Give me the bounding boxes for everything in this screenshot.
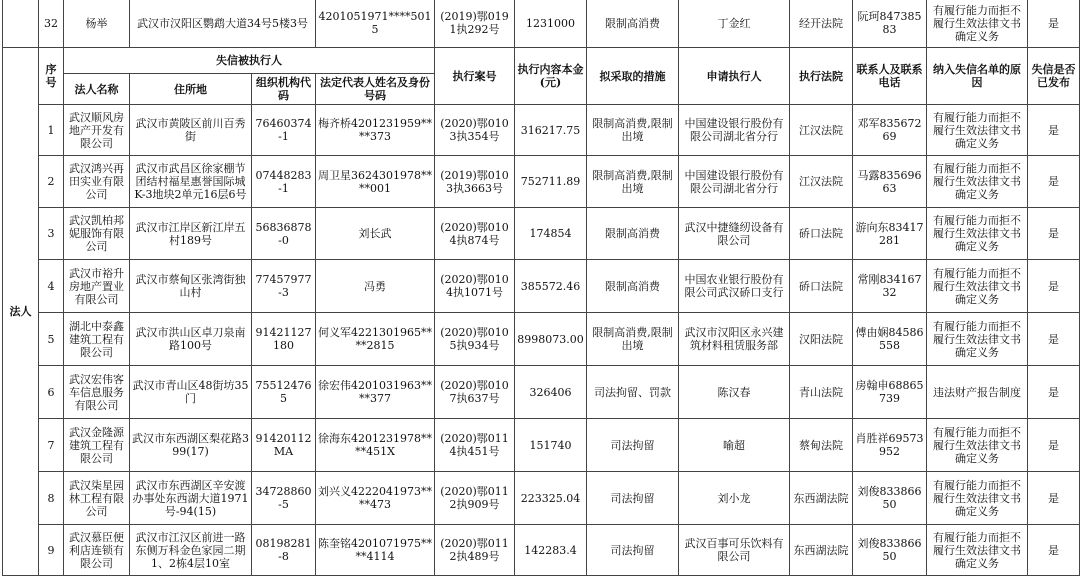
cell-address: 武汉市黄陂区前川百秀街 <box>130 105 252 156</box>
cell-address: 武汉市江汉区前进一路东侧万科金色家园二期1、2栋4层10室 <box>130 525 252 576</box>
cell-reason: 有履行能力而拒不履行生效法律文书确定义务 <box>927 105 1028 156</box>
cell-reason: 有履行能力而拒不履行生效法律文书确定义务 <box>927 0 1028 48</box>
cell-court: 蔡甸法院 <box>790 419 853 472</box>
cell-reason: 有履行能力而拒不履行生效法律文书确定义务 <box>927 208 1028 260</box>
cell-contact: 马露83569663 <box>853 156 927 208</box>
cell-principal: 326406 <box>515 366 587 419</box>
cell-address: 武汉市汉阳区鹦鹉大道34号5楼3号 <box>130 0 316 48</box>
table-row <box>3 260 1080 313</box>
cell-no: 1 <box>39 105 64 156</box>
cell-publish: 是 <box>1028 419 1080 472</box>
cell-case-no: (2020)鄂0104执874号 <box>435 208 515 260</box>
table-row-previous <box>3 0 1080 48</box>
cell-principal: 1231000 <box>515 0 587 48</box>
cell-name: 武汉宏伟客车信息服务有限公司 <box>64 366 130 419</box>
cell-applicant: 喻超 <box>679 419 790 472</box>
cell-contact: 邓军83567269 <box>853 105 927 156</box>
cell-no: 9 <box>39 525 64 576</box>
cell-reason: 有履行能力而拒不履行生效法律文书确定义务 <box>927 156 1028 208</box>
cell-principal: 142283.4 <box>515 525 587 576</box>
cell-address: 武汉市东西湖区梨花路399(17) <box>130 419 252 472</box>
cell-no: 7 <box>39 419 64 472</box>
cell-contact: 房翰申68865739 <box>853 366 927 419</box>
cell-applicant: 中国建设银行股份有限公司湖北省分行 <box>679 156 790 208</box>
cell-principal: 174854 <box>515 208 587 260</box>
cell-measures: 司法拘留 <box>587 472 679 525</box>
category-cell: 法人 <box>3 48 39 576</box>
cell-principal: 223325.04 <box>515 472 587 525</box>
table-row <box>3 105 1080 156</box>
cell-case-no: (2020)鄂0105执934号 <box>435 313 515 366</box>
cell-reason: 有履行能力而拒不履行生效法律文书确定义务 <box>927 525 1028 576</box>
cell-no: 32 <box>39 0 64 48</box>
cell-publish: 是 <box>1028 208 1080 260</box>
cell-measures: 限制高消费 <box>587 0 679 48</box>
cell-court: 硚口法院 <box>790 260 853 313</box>
cell-principal: 316217.75 <box>515 105 587 156</box>
cell-court: 江汉法院 <box>790 105 853 156</box>
cell-reason: 有履行能力而拒不履行生效法律文书确定义务 <box>927 260 1028 313</box>
cell-court: 东西湖法院 <box>790 525 853 576</box>
cell-case-no: (2020)鄂0112执909号 <box>435 472 515 525</box>
cell-publish: 是 <box>1028 105 1080 156</box>
cell-reason: 有履行能力而拒不履行生效法律文书确定义务 <box>927 313 1028 366</box>
cell-reason: 违法财产报告制度 <box>927 366 1028 419</box>
cell-reason: 有履行能力而拒不履行生效法律文书确定义务 <box>927 472 1028 525</box>
cell-legal-rep: 徐宏伟4201031963****377 <box>316 366 435 419</box>
cell-org-code: 07448283-1 <box>252 156 316 208</box>
cell-publish: 是 <box>1028 366 1080 419</box>
cell-legal-rep: 冯勇 <box>316 260 435 313</box>
cell-contact: 游向东83417281 <box>853 208 927 260</box>
table-row <box>3 419 1080 472</box>
cell-court: 江汉法院 <box>790 156 853 208</box>
cell-case-no: (2020)鄂0112执489号 <box>435 525 515 576</box>
cell-name: 武汉慕臣便利店连锁有限公司 <box>64 525 130 576</box>
cell-applicant: 中国建设银行股份有限公司湖北省分行 <box>679 105 790 156</box>
cell-name: 武汉金隆源建筑工程有限公司 <box>64 419 130 472</box>
cell-org-code: 08198281-8 <box>252 525 316 576</box>
cell-org-code: 91420112MA <box>252 419 316 472</box>
header-applicant: 申请执行人 <box>679 48 790 105</box>
cell-name: 武汉柒星园林工程有限公司 <box>64 472 130 525</box>
cell-address: 武汉市江岸区新江岸五村189号 <box>130 208 252 260</box>
header-principal: 执行内容本金(元) <box>515 48 587 105</box>
cell-legal-rep: 刘兴义4222041973****473 <box>316 472 435 525</box>
cell-court: 汉阳法院 <box>790 313 853 366</box>
cell-no: 3 <box>39 208 64 260</box>
cell-contact: 傅由娴84586558 <box>853 313 927 366</box>
table-row <box>3 208 1080 260</box>
header-publish: 失信是否已发布 <box>1028 48 1080 105</box>
header-org-code: 组织机构代码 <box>252 74 316 105</box>
cell-org-code: 76460374-1 <box>252 105 316 156</box>
cell-legal-rep: 周卫星3624301978****001 <box>316 156 435 208</box>
cell-org-code: 34728860-5 <box>252 472 316 525</box>
cell-case-no: (2019)鄂0103执3663号 <box>435 156 515 208</box>
cell-publish: 是 <box>1028 0 1080 48</box>
cell-id: 4201051971****5015 <box>316 0 435 48</box>
cell-principal: 385572.46 <box>515 260 587 313</box>
cell-contact: 常刚83416732 <box>853 260 927 313</box>
cell-name: 武汉市裕升房地产置业有限公司 <box>64 260 130 313</box>
header-legal-rep: 法定代表人姓名及身份号码 <box>316 74 435 105</box>
cell-name: 杨举 <box>64 0 130 48</box>
cell-measures: 司法拘留 <box>587 419 679 472</box>
table-row <box>3 525 1080 576</box>
cell-applicant: 武汉百事可乐饮料有限公司 <box>679 525 790 576</box>
header-row-top <box>3 48 1080 74</box>
cell-address: 武汉市蔡甸区张湾街独山村 <box>130 260 252 313</box>
cell-court: 东西湖法院 <box>790 472 853 525</box>
cell-principal: 151740 <box>515 419 587 472</box>
cell-applicant: 丁金红 <box>679 0 790 48</box>
table-row <box>3 156 1080 208</box>
header-reason: 纳入失信名单的原因 <box>927 48 1028 105</box>
cell-contact: 刘俊83386650 <box>853 525 927 576</box>
cell-org-code: 91421127180 <box>252 313 316 366</box>
header-address: 住所地 <box>130 74 252 105</box>
cell-no: 8 <box>39 472 64 525</box>
cell-legal-rep: 何义军4221301965****2815 <box>316 313 435 366</box>
cell-applicant: 武汉市汉阳区永兴建筑材料租赁服务部 <box>679 313 790 366</box>
cell-legal-rep: 陈奎铭4201071975****4114 <box>316 525 435 576</box>
cell-name: 武汉鸿兴再田实业有限公司 <box>64 156 130 208</box>
cell-contact: 阮珂84738583 <box>853 0 927 48</box>
cell-reason: 有履行能力而拒不履行生效法律文书确定义务 <box>927 419 1028 472</box>
cell-court: 硚口法院 <box>790 208 853 260</box>
cell-publish: 是 <box>1028 156 1080 208</box>
cell-address: 武汉市青山区48街坊35门 <box>130 366 252 419</box>
cell-case-no: (2020)鄂0114执451号 <box>435 419 515 472</box>
cell-contact: 肖胜祥69573952 <box>853 419 927 472</box>
cell-name: 武汉凯柏邦妮服饰有限公司 <box>64 208 130 260</box>
cell-case-no: (2020)鄂0103执354号 <box>435 105 515 156</box>
cell-no: 2 <box>39 156 64 208</box>
header-seq: 序号 <box>39 48 64 105</box>
cell-org-code: 755124765 <box>252 366 316 419</box>
cell-publish: 是 <box>1028 472 1080 525</box>
header-name: 法人名称 <box>64 74 130 105</box>
cell-measures: 限制高消费,限制出境 <box>587 105 679 156</box>
header-measures: 拟采取的措施 <box>587 48 679 105</box>
cell-address: 武汉市武昌区徐家棚节团结村福星惠誉国际城K-3地块2单元16层6号 <box>130 156 252 208</box>
cell-principal: 752711.89 <box>515 156 587 208</box>
cell-name: 武汉顺风房地产开发有限公司 <box>64 105 130 156</box>
cell-measures: 限制高消费,限制出境 <box>587 156 679 208</box>
table-row <box>3 313 1080 366</box>
cell-org-code: 56836878-0 <box>252 208 316 260</box>
cell-measures: 限制高消费,限制出境 <box>587 313 679 366</box>
cell-measures: 司法拘留 <box>587 525 679 576</box>
defaulters-table <box>2 0 1080 576</box>
cell-publish: 是 <box>1028 313 1080 366</box>
cell-case-no: (2020)鄂0107执637号 <box>435 366 515 419</box>
cell-contact: 刘俊83386650 <box>853 472 927 525</box>
cell-publish: 是 <box>1028 260 1080 313</box>
cell-applicant: 陈汉春 <box>679 366 790 419</box>
cell-case-no: (2020)鄂0104执1071号 <box>435 260 515 313</box>
header-contact: 联系人及联系电话 <box>853 48 927 105</box>
header-group: 失信被执行人 <box>64 48 435 74</box>
cell-no: 4 <box>39 260 64 313</box>
cell-court: 青山法院 <box>790 366 853 419</box>
cell-measures: 限制高消费 <box>587 208 679 260</box>
cell-legal-rep: 刘长武 <box>316 208 435 260</box>
cell-name: 湖北中泰鑫建筑工程有限公司 <box>64 313 130 366</box>
cell-address: 武汉市洪山区卓刀泉南路100号 <box>130 313 252 366</box>
cell-legal-rep: 徐海东4201231978****451X <box>316 419 435 472</box>
header-case-no: 执行案号 <box>435 48 515 105</box>
cell-measures: 限制高消费 <box>587 260 679 313</box>
cell-address: 武汉市东西湖区辛安渡办事处东西湖大道1971号-94(15) <box>130 472 252 525</box>
cell-legal-rep: 梅齐桥4201231959****373 <box>316 105 435 156</box>
cell-case-no: (2019)鄂0191执292号 <box>435 0 515 48</box>
cell-measures: 司法拘留、罚款 <box>587 366 679 419</box>
cell-no: 6 <box>39 366 64 419</box>
cell-applicant: 武汉中捷缝纫设备有限公司 <box>679 208 790 260</box>
cell-org-code: 77457977-3 <box>252 260 316 313</box>
table-row <box>3 366 1080 419</box>
cell-no: 5 <box>39 313 64 366</box>
cell-court: 经开法院 <box>790 0 853 48</box>
header-court: 执行法院 <box>790 48 853 105</box>
cell-applicant: 中国农业银行股份有限公司武汉硚口支行 <box>679 260 790 313</box>
cell-publish: 是 <box>1028 525 1080 576</box>
table-row <box>3 472 1080 525</box>
cell-applicant: 刘小龙 <box>679 472 790 525</box>
cell-principal: 8998073.00 <box>515 313 587 366</box>
